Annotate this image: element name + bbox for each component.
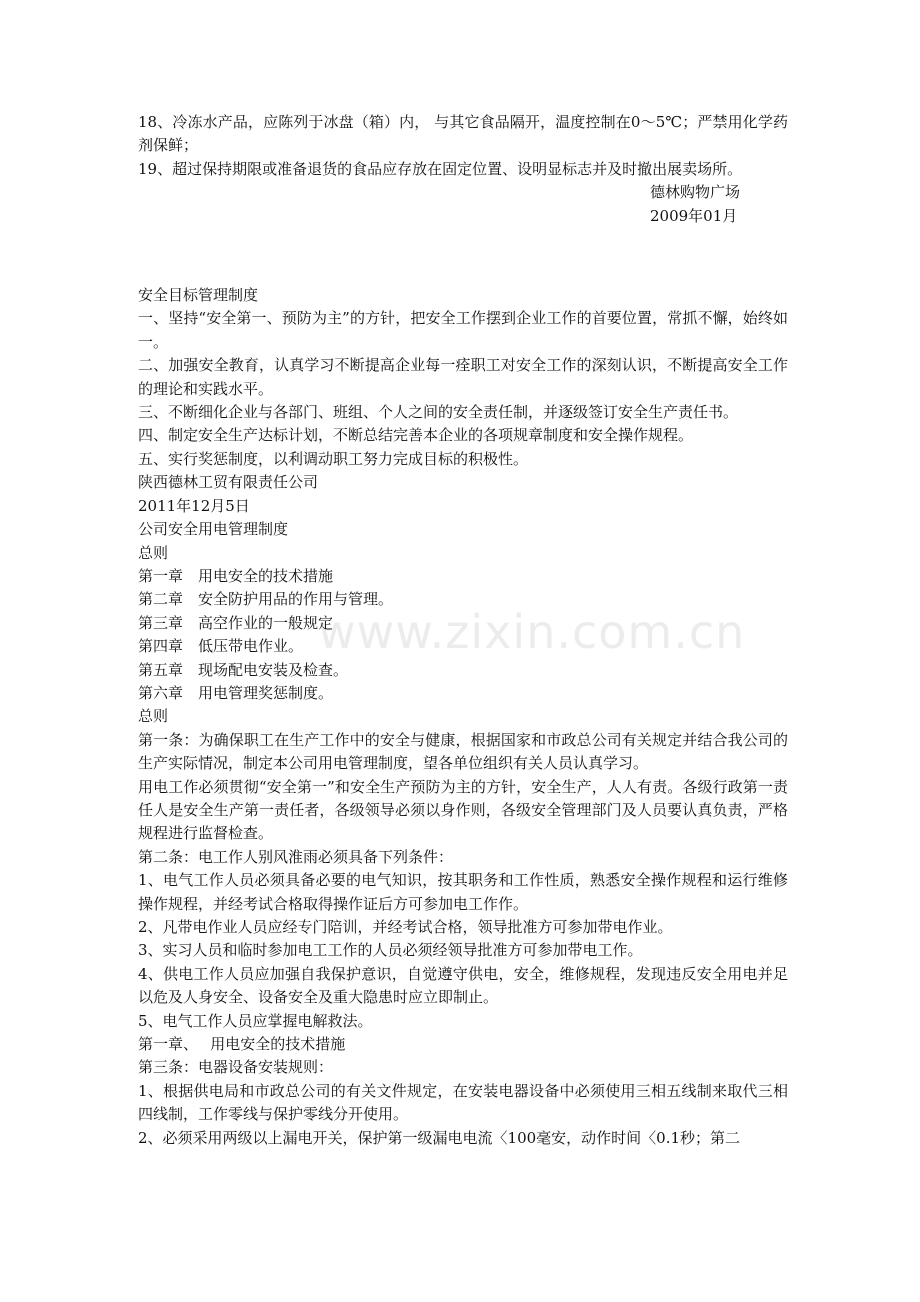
toc-item: 第六章 用电管理奖惩制度。 bbox=[138, 683, 334, 702]
paragraph: 2、凡带电作业人员应经专门陪训，并经考试合格，领导批准方可参加带电作业。 bbox=[138, 918, 673, 936]
goal-item-4: 四、制定安全生产达标计划，不断总结完善本企业的各项规章制度和安全操作规程。 bbox=[138, 426, 694, 445]
paragraph: 第一条：为确保职工在生产工作中的安全与健康，根据国家和市政总公司有关规定并结合我公司的生产实际情况，制定本公司用电管理制度，望各单位组织有关人员认真学习。 bbox=[138, 730, 788, 773]
paragraph: 3、实习人员和临时参加电工工作的人员必须经领导批准方可参加带电工作。 bbox=[138, 941, 643, 960]
toc-item: 第二章 安全防护用品的作用与管理。 bbox=[138, 590, 394, 609]
toc-item: 第三章 高空作业的一般规定 bbox=[138, 613, 334, 632]
paragraph: 2、必须采用两级以上漏电开关，保护第一级漏电电流〈100毫安，动作时间〈0.1秒；第二 bbox=[138, 1128, 741, 1147]
section-title-safety-goals: 安全目标管理制度 bbox=[138, 286, 259, 305]
section-title-electricity: 公司安全用电管理制度 bbox=[138, 520, 289, 539]
section-gap bbox=[138, 228, 788, 284]
paragraph: 第二条：电工作人别风淮雨必须具备下列条件： bbox=[138, 847, 454, 866]
toc-item: 第一章 用电安全的技术措施 bbox=[138, 566, 334, 585]
paragraph: 1、电气工作人员必须具备必要的电气知识，按其职务和工作性质，熟悉安全操作规程和运行维修操作规程，并经考试合格取得操作证后方可参加电工作作。 bbox=[138, 871, 788, 913]
general-heading: 总则 bbox=[138, 707, 169, 726]
chapter-heading: 第一章、 用电安全的技术措施 bbox=[138, 1035, 346, 1054]
toc-heading: 总则 bbox=[138, 543, 169, 562]
signature-date: 2009年01月 bbox=[650, 206, 738, 225]
goal-item-5: 五、实行奖惩制度，以利调动职工努力完成目标的积极性。 bbox=[138, 449, 529, 468]
article-heading: 第三条：电器设备安装规则： bbox=[138, 1058, 334, 1077]
watermark: www.zixin.com.cn bbox=[318, 605, 746, 659]
toc-item: 第五章 现场配电安装及检查。 bbox=[138, 660, 349, 679]
paragraph: 5、电气工作人员应掌握电解救法。 bbox=[138, 1011, 373, 1030]
goal-item-3: 三、不断细化企业与各部门、班组、个人之间的安全责任制，并逐级签订安全生产责任书。 bbox=[138, 403, 739, 422]
item-19: 19、超过保持期限或准备退货的食品应存放在固定位置、设明显标志并及时撤出展卖场所。 bbox=[138, 159, 743, 178]
paragraph: 1、根据供电局和市政总公司的有关文件规定，在安装电器设备中必须使用三相五线制来取代三相四线制，工作零线与保护零线分开使用。 bbox=[138, 1081, 788, 1124]
paragraph: 4、供电工作人员应加强自我保护意识，自觉遵守供电，安全，维修规程，发现违反安全用电并足以危及人身安全、设备安全及重大隐患时应立即制止。 bbox=[138, 964, 788, 1007]
signature-company: 德林购物广场 bbox=[650, 183, 741, 202]
goal-item-2: 二、加强安全教育，认真学习不断提高企业每一痊职工对安全工作的深刻认识，不断提高安全工作的理论和实践水平。 bbox=[138, 356, 788, 398]
toc-item: 第四章 低压带电作业。 bbox=[138, 637, 304, 656]
company-name: 陕西德林工贸有限责任公司 bbox=[138, 473, 319, 492]
issue-date: 2011年12月5日 bbox=[138, 496, 250, 515]
item-18: 18、冷冻水产品，应陈列于冰盘（箱）内， 与其它食品隔开，温度控制在0～5℃；严禁用化学药剂保鲜； bbox=[138, 113, 788, 155]
paragraph: 用电工作必须贯彻“安全第一”和安全生产预防为主的方针，安全生产，人人有责。各级行政第一责任人是安全生产第一责任者，各级领导必须以身作则，各级安全管理部门及人员要认真负责，严格规程进行监督检查。 bbox=[138, 777, 788, 843]
goal-item-1: 一、坚持“安全第一、预防为主”的方针，把安全工作摆到企业工作的首要位置，常抓不懈，始终如一。 bbox=[138, 309, 788, 351]
document-page bbox=[138, 111, 788, 1150]
